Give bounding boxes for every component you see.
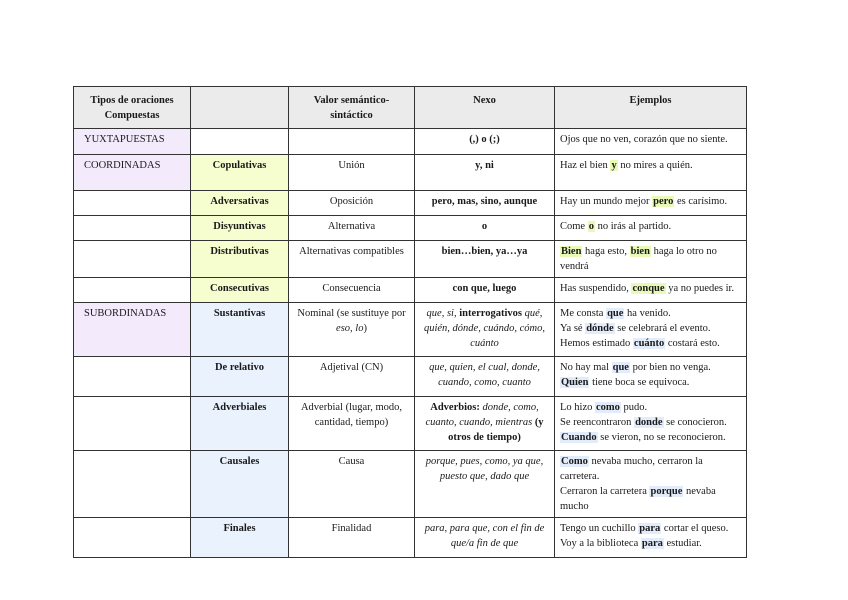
example-sentence: Ojos que no ven, corazón que no siente.: [560, 134, 728, 145]
cell-ejemplos: [555, 303, 747, 357]
cell-subtype: Consecutivas: [191, 278, 289, 303]
example-sentence: Tengo un cuchillo para cortar el queso.: [560, 523, 729, 534]
cell-subtype: [191, 129, 289, 155]
cell-ejemplos: [555, 518, 747, 558]
header-nexo: Nexo: [415, 87, 555, 129]
header-row: [74, 87, 747, 129]
example-sentence: Come o no irás al partido.: [560, 221, 672, 232]
table-row: [74, 129, 747, 155]
cell-nexo: bien…bien, ya…ya: [415, 241, 555, 278]
table-row: [74, 191, 747, 216]
example-sentence: Lo hizo como pudo.: [560, 402, 648, 413]
cell-subtype: Copulativas: [191, 155, 289, 191]
example-sentence: Como nevaba mucho, cerraron la carretera.: [560, 456, 703, 482]
cell-nexo: Adverbios: donde, como, cuanto, cuando, mientras (y otros de tiempo): [415, 397, 555, 451]
cell-category: [74, 216, 191, 241]
cell-category: [74, 397, 191, 451]
cell-subtype: Distributivas: [191, 241, 289, 278]
table-row: [74, 397, 747, 451]
example-sentence: Bien haga esto, bien haga lo otro no vendrá: [560, 246, 717, 272]
cell-category: SUBORDINADAS: [74, 303, 191, 357]
cell-valor: Causa: [289, 451, 415, 518]
cell-subtype: De relativo: [191, 357, 289, 397]
cell-valor: Oposición: [289, 191, 415, 216]
example-sentence: Haz el bien y no mires a quién.: [560, 160, 693, 171]
cell-subtype: Finales: [191, 518, 289, 558]
cell-category: [74, 357, 191, 397]
cell-valor: Unión: [289, 155, 415, 191]
cell-ejemplos: [555, 191, 747, 216]
cell-ejemplos: [555, 451, 747, 518]
cell-subtype: Adverbiales: [191, 397, 289, 451]
table-row: [74, 278, 747, 303]
table-row: [74, 155, 747, 191]
cell-nexo: (,) o (;): [415, 129, 555, 155]
cell-ejemplos: [555, 216, 747, 241]
cell-valor: Adjetival (CN): [289, 357, 415, 397]
cell-subtype: Causales: [191, 451, 289, 518]
cell-category: YUXTAPUESTAS: [74, 129, 191, 155]
cell-ejemplos: [555, 129, 747, 155]
cell-valor: Finalidad: [289, 518, 415, 558]
cell-category: [74, 191, 191, 216]
cell-category: [74, 241, 191, 278]
cell-valor: Adverbial (lugar, modo, cantidad, tiempo): [289, 397, 415, 451]
cell-subtype: Sustantivas: [191, 303, 289, 357]
cell-category: COORDINADAS: [74, 155, 191, 191]
table-row: [74, 216, 747, 241]
header-blank: [191, 87, 289, 129]
example-sentence: Cuando se vieron, no se reconocieron.: [561, 432, 726, 443]
example-sentence: Voy a la biblioteca para estudiar.: [560, 538, 702, 549]
header-tipos: Tipos de oraciones Compuestas: [74, 87, 191, 129]
table-row: [74, 241, 747, 278]
example-sentence: Ya sé dónde se celebrará el evento.: [560, 323, 711, 334]
example-sentence: Hay un mundo mejor pero es carísimo.: [560, 196, 728, 207]
cell-valor: Consecuencia: [289, 278, 415, 303]
cell-nexo: con que, luego: [415, 278, 555, 303]
table-row: [74, 357, 747, 397]
example-sentence: Cerraron la carretera porque nevaba mucho: [560, 486, 716, 512]
example-sentence: Quien tiene boca se equivoca.: [561, 377, 690, 388]
table-row: [74, 451, 747, 518]
grammar-table: [73, 86, 747, 558]
table-body: [74, 129, 747, 558]
example-sentence: Hemos estimado cuánto costará esto.: [560, 338, 720, 349]
cell-ejemplos: [555, 241, 747, 278]
cell-nexo: que, quien, el cual, donde, cuando, como, cuanto: [415, 357, 555, 397]
cell-nexo: y, ni: [415, 155, 555, 191]
cell-subtype: Adversativas: [191, 191, 289, 216]
cell-category: [74, 518, 191, 558]
cell-valor: Nominal (se sustituye por eso, lo): [289, 303, 415, 357]
header-valor: Valor semántico-sintáctico: [289, 87, 415, 129]
example-sentence: Me consta que ha venido.: [560, 308, 671, 319]
cell-category: [74, 451, 191, 518]
cell-nexo: para, para que, con el fin de que/a fin de que: [415, 518, 555, 558]
cell-subtype: Disyuntivas: [191, 216, 289, 241]
cell-valor: Alternativas compatibles: [289, 241, 415, 278]
example-sentence: Se reencontraron donde se conocieron.: [560, 417, 727, 428]
table-row: [74, 303, 747, 357]
example-sentence: No hay mal que por bien no venga.: [560, 362, 711, 373]
cell-valor: [289, 129, 415, 155]
cell-ejemplos: [555, 155, 747, 191]
header-ejemplos: Ejemplos: [555, 87, 747, 129]
cell-nexo: porque, pues, como, ya que, puesto que, dado que: [415, 451, 555, 518]
cell-nexo: pero, mas, sino, aunque: [415, 191, 555, 216]
example-sentence: Has suspendido, conque ya no puedes ir.: [560, 283, 735, 294]
cell-nexo: o: [415, 216, 555, 241]
cell-category: [74, 278, 191, 303]
cell-ejemplos: [555, 357, 747, 397]
cell-valor: Alternativa: [289, 216, 415, 241]
cell-ejemplos: [555, 278, 747, 303]
cell-ejemplos: [555, 397, 747, 451]
table-row: [74, 518, 747, 558]
cell-nexo: que, si, interrogativos qué, quién, dónde, cuándo, cómo, cuánto: [415, 303, 555, 357]
